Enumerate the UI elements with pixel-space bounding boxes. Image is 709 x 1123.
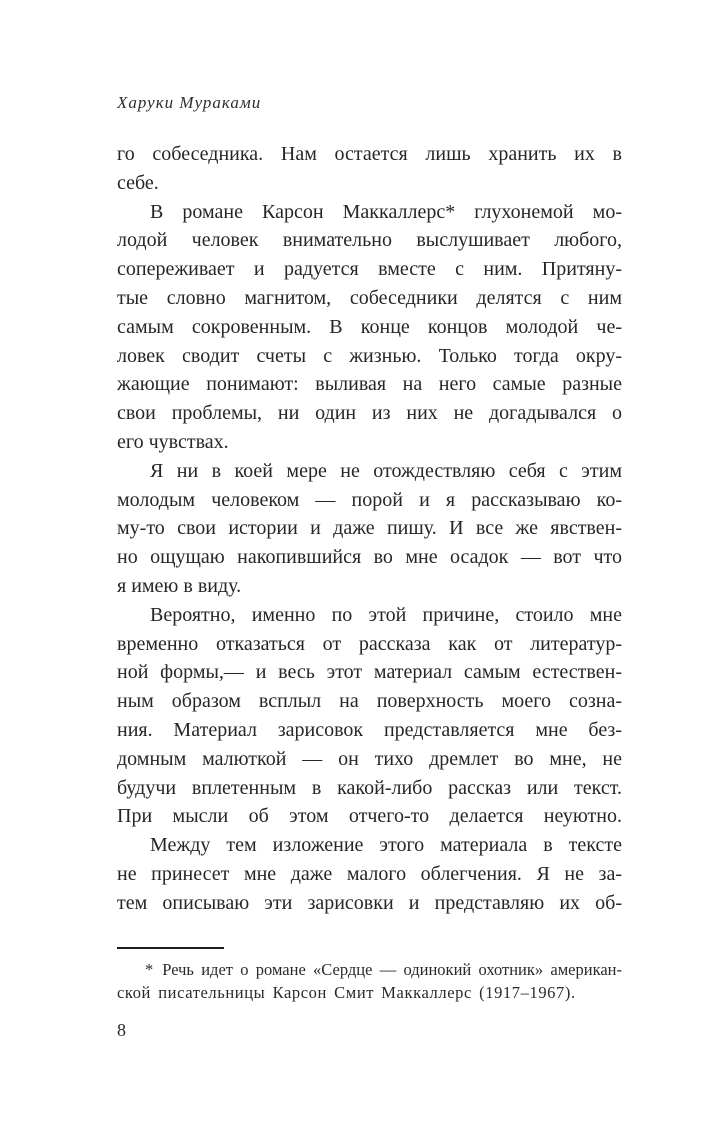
running-header: Харуки Мураками [117,93,262,112]
body-text [117,140,622,918]
text-line: Между тем изложение этого материала в тексте [150,834,622,857]
text-line: му-то свои истории и даже пишу. И все же явствен- [117,517,622,540]
footnote-text-1: Речь идет о романе «Сердце — одинокий охотник» американ- [162,959,622,979]
footnote-marker: * [145,959,154,979]
text-line: Вероятно, именно по этой причине, стоило мне [150,603,622,626]
text-line: я имею в виду. [117,574,242,597]
text-line: ным образом всплыл на поверхность моего созна- [117,690,622,713]
text-line: В романе Карсон Маккаллерс* глухонемой мо- [150,200,622,223]
text-line: свои проблемы, ни один из них не догадывался о [117,402,622,425]
text-line: но ощущаю накопившийся во мне осадок — вот что [117,546,622,569]
text-line: самым сокровенным. В конце концов молодой че- [117,315,622,338]
text-line: себе. [117,171,159,194]
text-line: не принесет мне даже малого облегчения. Я не за- [117,862,622,885]
text-line: его чувствах. [117,430,229,453]
text-line: При мысли об этом отчего-то делается неуютно. [117,805,622,828]
text-line: тые словно магнитом, собеседники делятся с ним [117,286,622,309]
text-line: ловек сводит счеты с жизнью. Только тогда окру- [117,344,622,367]
footnote-line-1 [117,958,622,982]
footnote-line-2: ской писательницы Карсон Смит Маккаллерс (1917–1967). [117,983,576,1003]
text-line: ной формы,— и весь этот материал самым естествен- [117,661,622,684]
text-line: жающие понимают: выливая на него самые разные [117,373,622,396]
text-line: лодой человек внимательно выслушивает любого, [117,229,622,252]
text-line: домным малюткой — он тихо дремлет во мне, не [117,747,622,770]
text-line: го собеседника. Нам остается лишь хранить их в [117,143,622,165]
text-line: молодым человеком — порой и я рассказываю ко- [117,488,622,511]
footnote-rule [117,947,224,949]
text-line: ния. Материал зарисовок представляется мне без- [117,718,622,741]
text-line: сопереживает и радуется вместе с ним. Притяну- [117,258,622,281]
footnote [117,958,622,1005]
page-number: 8 [117,1019,126,1040]
text-line: временно отказаться от рассказа как от литератур- [117,632,622,655]
text-line: тем описываю эти зарисовки и представляю их об- [117,891,622,914]
text-line: Я ни в коей мере не отождествляю себя с этим [150,459,622,482]
text-line: будучи вплетенным в какой-либо рассказ или текст. [117,776,622,799]
page-content [117,93,622,1040]
